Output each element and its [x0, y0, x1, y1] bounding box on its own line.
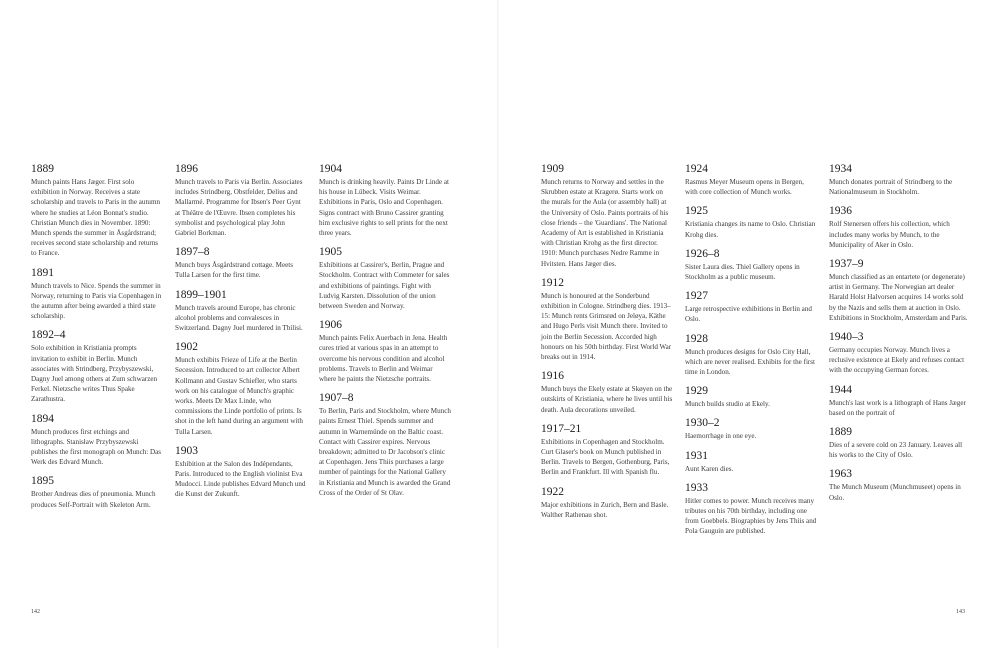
entry-text: Munch buys Åsgårdstrand cottage. Meets Tulla Larsen for the first time.	[175, 261, 294, 280]
entry-year: 1909	[541, 163, 564, 175]
entry-year: 1936	[829, 205, 852, 218]
entry-text: Munch travels around Europe, has chronic alcohol problems and convalesces in Switzerland. Dagny Juel murdered in Tbilisi.	[175, 303, 303, 333]
entry-text: Dies of a severe cold on 23 January. Leaves all his works to the City of Oslo.	[829, 441, 963, 460]
entry-year: 1934	[829, 163, 852, 175]
left-page-column-2	[175, 163, 307, 508]
timeline-entry	[829, 468, 969, 502]
entry-year: 1889	[31, 163, 54, 175]
entry-year: 1907–8	[319, 392, 354, 405]
entry-year: 1896	[175, 163, 198, 175]
timeline-entry	[541, 370, 673, 415]
entry-text: Major exhibitions in Zurich, Bern and Basle. Walther Rathenau shot.	[541, 500, 669, 519]
timeline-entry	[685, 385, 817, 409]
entry-year: 1931	[685, 449, 708, 462]
entry-text: Munch's last work is a lithograph of Hans Jæger based on the portrait of	[829, 398, 966, 417]
timeline-entry	[175, 289, 307, 334]
entry-year: 1924	[685, 163, 708, 175]
timeline-entry	[175, 341, 307, 437]
timeline-entry	[829, 258, 969, 323]
entry-year: 1892–4	[31, 329, 66, 342]
entry-text: Munch travels to Nice. Spends the summer in Norway, returning to Paris via Copenhagen in the autumn after being awarded a third state scholarship.	[31, 281, 162, 321]
page-gutter	[497, 0, 499, 648]
timeline-entry	[541, 423, 673, 478]
timeline-entry	[829, 426, 969, 460]
entry-year: 1944	[829, 383, 852, 396]
timeline-entry	[829, 384, 969, 418]
entry-year: 1937–9	[829, 258, 864, 271]
timeline-entry	[31, 413, 163, 468]
entry-year: 1889	[829, 426, 852, 439]
timeline-entry	[685, 450, 817, 474]
entry-year: 1895	[31, 475, 54, 488]
entry-text: Germany occupies Norway. Munch lives a reclusive existence at Ekely and refuses contact with the occupying German forces.	[829, 346, 965, 375]
entry-year: 1933	[685, 481, 708, 494]
timeline-entry	[685, 248, 817, 282]
entry-text: Munch classified as an entartete (or degenerate) artist in Germany. The Norwegian art dealer Harald Holst Halvorsen acquires 14 works sold by the Nazis and sells them at auction in Oslo. Exhibitions in Stockholm, Amsterdam and Paris.	[829, 273, 968, 322]
entry-year: 1916	[541, 370, 564, 383]
entry-text: Munch donates portrait of Strindberg to the Nationalmuseum in Stockholm.	[829, 178, 953, 197]
entry-year: 1925	[685, 205, 708, 218]
entry-text: Munch builds studio at Ekely.	[685, 400, 770, 409]
entry-year: 1963	[829, 468, 852, 481]
timeline-entry	[685, 290, 817, 324]
timeline-entry	[31, 329, 163, 404]
timeline-entry	[541, 277, 673, 362]
entry-year: 1905	[319, 246, 342, 259]
entry-year: 1930–2	[685, 417, 720, 430]
entry-year: 1929	[685, 385, 708, 398]
timeline-entry	[31, 163, 163, 259]
entry-year: 1902	[175, 341, 198, 354]
left-page-column-3	[319, 163, 451, 506]
timeline-entry	[541, 486, 673, 520]
timeline-entry	[31, 267, 163, 322]
entry-text: Munch returns to Norway and settles in the Skrubben estate at Kragerø. Starts work on the murals for the Aula (or assembly hall) at the University of Oslo. Paints portraits of his close friends – the 'Guardians'. The National Academy of Art is established in Kristiania with Christian Krohg as the first director. 1910: Munch purchases Nedre Ramme in Hvitsten. Hans Jæger dies.	[541, 178, 669, 268]
right-page-column-2	[685, 163, 817, 545]
entry-text: Munch produces designs for Oslo City Hall, which are never realised. Exhibits for the first time in London.	[685, 347, 816, 377]
timeline-entry	[175, 163, 307, 238]
entry-year: 1899–1901	[175, 288, 227, 301]
entry-text: Munch travels to Paris via Berlin. Associates includes Strindberg, Obstfelder, Delius and Mallarmé. Programme for Ibsen's Peer Gynt at Théâtre de l'Œuvre. Ibsen completes his symbolist and psychological play John Gabriel Borkman.	[175, 178, 303, 238]
entry-year: 1927	[685, 290, 708, 303]
timeline-entry	[319, 163, 451, 238]
timeline-entry	[319, 392, 451, 498]
entry-text: Solo exhibition in Kristiania prompts invitation to exhibit in Berlin. Munch associates with Strindberg, Przybyszewski, Dagny Juel among others at Zum schwarzen Ferkel. Nietzsche writes Thus Spake Zarathustra.	[31, 344, 158, 404]
entry-text: Kristiania changes its name to Oslo. Christian Krohg dies.	[685, 220, 816, 239]
entry-text: Exhibitions in Copenhagen and Stockholm. Curt Glaser's book on Munch published in Berlin. Travels to Bergen, Gothenburg, Paris, Berlin and Frankfurt. Ill with Spanish flu.	[541, 437, 670, 477]
entry-year: 1912	[541, 276, 564, 289]
timeline-entry	[175, 445, 307, 500]
entry-text: Munch exhibits Frieze of Life at the Berlin Secession. Introduced to art collector Albert Kollmann and Gustav Schiefler, who starts work on his catalogue of Munch's graphic works. Meets Dr Max Linde, who commissions the Linde portfolio of prints. Is shot in the left hand during an argument with Tulla Larsen.	[175, 356, 303, 436]
entry-text: Rasmus Meyer Museum opens in Bergen, with core collection of Munch works.	[685, 178, 804, 197]
timeline-entry	[685, 333, 817, 378]
entry-text: Hitler comes to power. Munch receives many tributes on his 70th birthday, including one from Goebbels. Biographies by Jens Thiis and Pola Gauguin are published.	[685, 496, 817, 536]
timeline-entry	[685, 417, 817, 441]
entry-text: Munch buys the Ekely estate at Skøyen on the outskirts of Kristiania, where he lives until his death. Aula decorations unveiled.	[541, 385, 673, 414]
entry-text: Exhibition at the Salon des Indépendants, Paris. Introduced to the English violinist Eva Mudocci. Linde publishes Edvard Munch und die Kunst der Zukunft.	[175, 459, 306, 499]
entry-year: 1894	[31, 412, 54, 425]
timeline-entry	[685, 163, 817, 197]
timeline-entry	[829, 205, 969, 250]
entry-text: Munch paints Felix Auerbach in Jena. Health cures tried at various spas in an attempt to overcome his nervous condition and alcohol problems. Travels to Berlin and Weimar where he paints the Nietzsche portraits.	[319, 334, 448, 384]
right-page-column-1	[541, 163, 673, 528]
timeline-entry	[829, 163, 969, 197]
timeline-entry	[829, 331, 969, 376]
timeline-entry	[319, 319, 451, 384]
entry-year: 1891	[31, 266, 54, 279]
right-page-column-3	[829, 163, 969, 511]
entry-text: Brother Andreas dies of pneumonia. Munch produces Self-Portrait with Skeleton Arm.	[31, 490, 156, 509]
entry-year: 1940–3	[829, 331, 864, 344]
entry-text: To Berlin, Paris and Stockholm, where Munch paints Ernest Thiel. Spends summer and autumn in Warnemünde on the Baltic coast. Contact with Cassirer expires. Nervous breakdown; admitted to Dr Jacobson's clinic at Copenhagen. Jens Thiis purchases a large number of paintings for the National Gallery in Kristiania and Munch is awarded the Grand Cross of the Order of St Olav.	[319, 407, 451, 497]
entry-text: Munch produces first etchings and lithographs. Stanisław Przybyszewski publishes the first monograph on Munch: Das Werk des Edvard Munch.	[31, 427, 162, 467]
timeline-entry	[175, 246, 307, 280]
timeline-entry	[319, 246, 451, 311]
entry-year: 1928	[685, 332, 708, 345]
entry-text: Aunt Karen dies.	[685, 464, 734, 473]
entry-text: Munch is honoured at the Sonderbund exhibition in Cologne. Strindberg dies. 1913–15: Munch rents Grimsrød on Jeløya, Käthe and Hugo Perls visit Munch there. Invited to join the Berlin Secession. Accorded high honours on his 50th birthday. First World War breaks out in 1914.	[541, 291, 672, 362]
entry-year: 1917–21	[541, 422, 582, 435]
entry-year: 1904	[319, 163, 342, 175]
entry-year: 1903	[175, 444, 198, 457]
entry-text: Haemorrhage in one eye.	[685, 432, 757, 441]
entry-year: 1922	[541, 485, 564, 498]
left-page-column-1	[31, 163, 163, 518]
right-page-number: 143	[956, 609, 965, 615]
entry-text: Munch is drinking heavily. Paints Dr Linde at his house in Lübeck. Visits Weimar. Exhibitions in Paris, Oslo and Copenhagen. Signs contract with Bruno Cassirer granting him exclusive rights to sell prints for the next three years.	[319, 178, 449, 238]
entry-year: 1926–8	[685, 247, 720, 260]
entry-year: 1906	[319, 319, 342, 332]
left-page-number: 142	[31, 609, 40, 615]
entry-text: Exhibitions at Cassirer's, Berlin, Prague and Stockholm. Contract with Commeter for sales and exhibitions of paintings. Fight with Ludvig Karsten. Dissolution of the union between Sweden and Norway.	[319, 261, 450, 311]
timeline-entry	[685, 482, 817, 537]
entry-text: Munch paints Hans Jæger. First solo exhibition in Norway. Receives a state scholarship and travels to Paris in the autumn where he studies at Léon Bonnat's studio. Christian Munch dies in November. 1890: Munch spends the summer in Åsgårdstrand; receives second state scholarship and returns to France.	[31, 178, 161, 258]
entry-year: 1897–8	[175, 246, 210, 259]
entry-text: Large retrospective exhibitions in Berlin and Oslo.	[685, 305, 812, 324]
timeline-entry	[541, 163, 673, 269]
entry-text: Sister Laura dies. Thiel Gallery opens in Stockholm as a public museum.	[685, 262, 800, 282]
entry-text: Rolf Stenersen offers his collection, which includes many works by Munch, to the Municipality of Aker in Oslo.	[829, 220, 950, 249]
timeline-entry	[31, 475, 163, 509]
entry-text: The Munch Museum (Munchmuseet) opens in Oslo.	[829, 483, 961, 502]
timeline-entry	[685, 205, 817, 239]
